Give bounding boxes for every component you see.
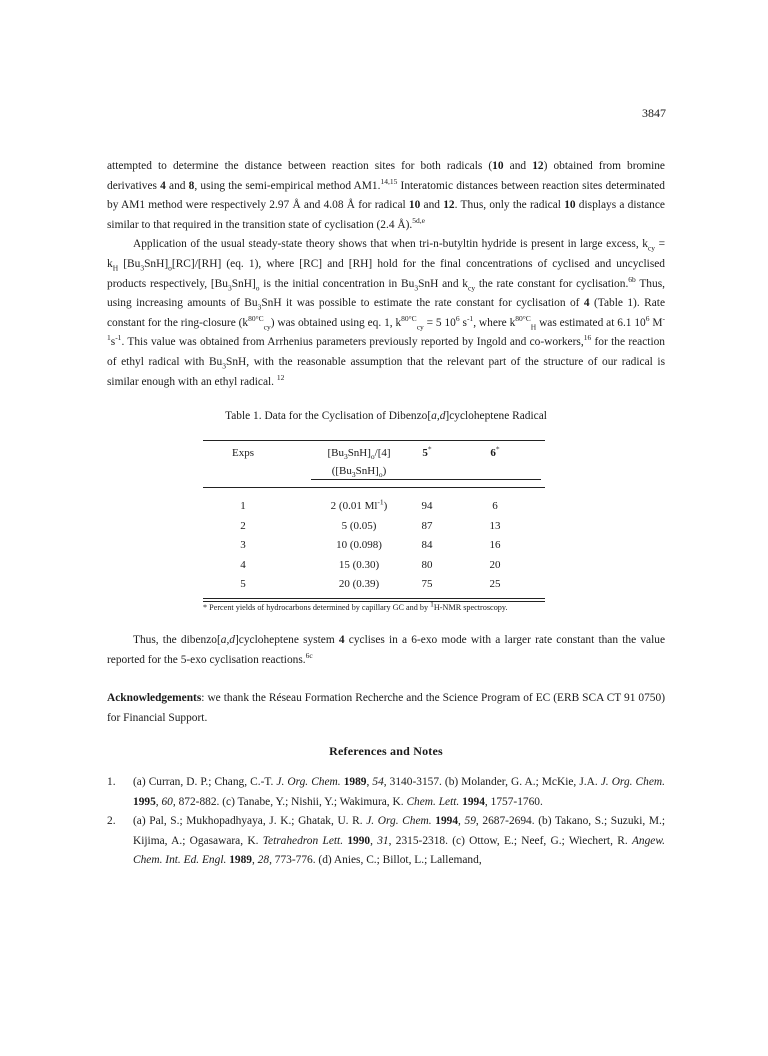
cell-6: 13 [489, 519, 501, 532]
table-footnote: * Percent yields of hydrocarbons determined by capillary GC and by $^1$H-NMR spectroscopy. [203, 599, 508, 612]
cell-5: 80 [421, 558, 433, 571]
cell-5: 75 [421, 578, 433, 590]
cell-6: 20 [489, 558, 501, 571]
cell-exp: 5 [240, 578, 246, 590]
acknowledgements-text: : we thank the Réseau Formation Recherche and the Science Program of EC (ERB SCA CT 91 0750) for Financial Support. [107, 692, 665, 724]
header-sub-rule [311, 479, 541, 480]
conclusion-block [107, 631, 665, 670]
cell-6: 25 [489, 578, 501, 590]
cell-ratio: 15 (0.30) [338, 558, 380, 571]
reference-number: 2. [107, 815, 116, 828]
reference-number: 1. [107, 776, 116, 788]
table-header [203, 441, 545, 487]
caption-suffix: ]cycloheptene Radical [445, 410, 547, 422]
header-col6: 6* [490, 444, 500, 459]
paragraph-1: attempted to determine the distance between reaction sites for both radicals (10 and 12) obtained from bromine derivatives 4 and 8, using the semi-empirical method AM1.$^{14,15}$ Interatomic distances between reaction sites determinated by AM1 method were respectively 2.97 Å and 4.08 Å for radical 10 and 12. Thus, only the radical 10 displays a distance similar to that required in the transition state of cyclisation (2.4 Å).$^{5d,e}$ [107, 160, 665, 231]
acknowledgements-block [107, 689, 665, 728]
cell-5: 87 [421, 519, 433, 532]
table-bottom-rule-2 [203, 601, 545, 602]
table-row [203, 518, 545, 538]
cell-ratio: 2 (0.01 $Ml^{-1}$) [330, 497, 388, 512]
cell-ratio: 10 (0.098) [336, 539, 382, 551]
data-table [203, 440, 545, 602]
acknowledgements-paragraph [107, 689, 665, 728]
cell-exp: 1 [240, 500, 246, 512]
paragraph-2: Application of the usual steady-state theory shows that when tri-n-butyltin hydride is present in large excess, $k_{cy} = k_H$ $[Bu_3SnH]_o[RC]/[RH]$ (eq. 1), where [RC] and [RH] hold for the final concentrations of cyclised and uncyclised products respectively, $[Bu_3SnH]_o$ is the initial concentration in $Bu_3SnH$ and $k_{cy}$ the rate constant for cyclisation.$^{6b}$ Thus, using increasing amounts of $Bu_3SnH$ it was possible to estimate the rate constant for cyclisation of 4 (Table 1). Rate constant for the ring-closure $(k^{80^\circ C}_{cy})$ was obtained using eq. 1, $k^{80^\circ C}_{cy} = 5$ $10^6$ $s^{-1}$, where $k^{80^\circ C}_H$ was estimated at 6.1 $10^6$ $M^{-1}s^{-1}$. This value was obtained from Arrhenius parameters previously reported by Ingold and co-workers,$^{16}$ for the reaction of ethyl radical with $Bu_3SnH$, with the reasonable assumption that the relevant part of the structure of our radical is similar enough with an ethyl radical. $^{12}$ [107, 238, 666, 388]
cell-exp: 2 [240, 519, 246, 532]
table-row [203, 557, 545, 577]
table-row [203, 537, 545, 557]
table-bottom-rule [203, 598, 545, 599]
references-heading: References and Notes [329, 744, 443, 758]
cell-ratio: 20 (0.39) [338, 578, 380, 590]
cell-5: 84 [421, 539, 433, 551]
acknowledgements-label: Acknowledgements [107, 692, 202, 704]
cell-exp: 4 [240, 558, 246, 571]
cell-6: 6 [492, 500, 498, 512]
references-list [107, 773, 665, 871]
caption-italic: a,d [431, 410, 446, 422]
table-caption [107, 410, 665, 422]
header-exps: Exps [232, 447, 254, 459]
header-col5: 5* [422, 444, 432, 459]
cell-5: 94 [421, 500, 433, 512]
main-text [107, 157, 665, 392]
table-row [203, 498, 545, 518]
conclusion-paragraph: Thus, the dibenzo[a,d]cycloheptene system 4 cyclises in a 6-exo mode with a larger rate constant than the value reported for the 5-exo cyclisation reactions.$^{6c}$ [107, 634, 665, 666]
header-ratio-sub: $([Bu_3SnH]_o)$ [331, 465, 387, 480]
caption-prefix: Table 1. Data for the Cyclisation of Dibenzo[ [225, 410, 432, 422]
table-row [203, 576, 545, 596]
reference-item: 1. (a) Curran, D. P.; Chang, C.-T. J. Org. Chem. 1989, 54, 3140-3157. (b) Molander, G. A.; McKie, J.A. J. Org. Chem. 1995, 60, 872-882. (c) Tanabe, Y.; Nishii, Y.; Wakimura, K. Chem. Lett. 1994, 1757-1760. [107, 773, 665, 812]
header-ratio: $[Bu_3SnH]_o/[4]$ [327, 447, 391, 462]
page-number: 3847 [642, 106, 666, 120]
cell-6: 16 [489, 539, 501, 551]
reference-item: 2. (a) Pal, S.; Mukhopadhyaya, J. K.; Ghatak, U. R. J. Org. Chem. 1994, 59, 2687-2694. (b) Takano, S.; Suzuki, M.; Kijima, A.; Ogasawara, K. Tetrahedron Lett. 1990, 31, 2315-2318. (c) Ottow, E.; Neef, G.; Wiechert, R. Angew. Chem. Int. Ed. Engl. 1989, 28, 773-776. (d) Anies, C.; Billot, L.; Lallemand, [107, 812, 665, 871]
cell-exp: 3 [240, 539, 246, 551]
table-body [203, 488, 545, 598]
cell-ratio: 5 (0.05) [341, 519, 377, 532]
